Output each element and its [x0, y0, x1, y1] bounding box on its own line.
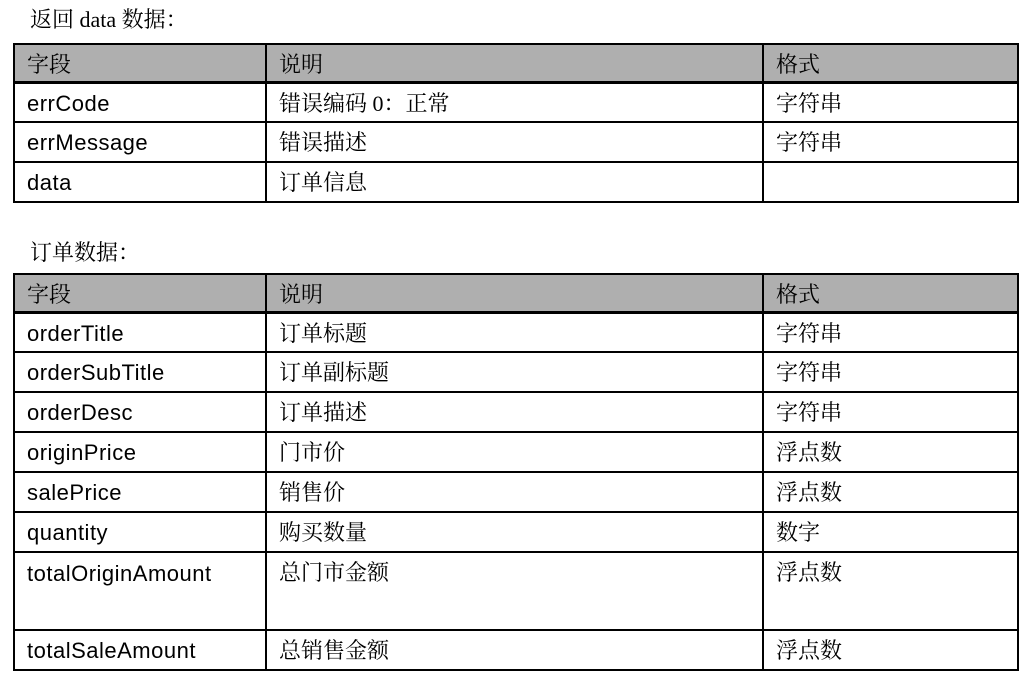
table-row: [14, 82, 1018, 122]
format-cell: 字符串: [763, 312, 1018, 352]
format-cell: 浮点数: [763, 630, 1018, 670]
format-cell: 浮点数: [763, 472, 1018, 512]
table-row: [14, 472, 1018, 512]
order-data-table: [13, 273, 1019, 671]
table-row: [14, 312, 1018, 352]
description-cell: 总门市金额: [266, 552, 763, 630]
description-cell: 订单标题: [266, 312, 763, 352]
header-cell-field: 字段: [14, 274, 266, 312]
description-cell: 订单信息: [266, 162, 763, 202]
format-cell: 字符串: [763, 392, 1018, 432]
field-cell: quantity: [14, 512, 266, 552]
header-cell-description: 说明: [266, 274, 763, 312]
table-row: [14, 512, 1018, 552]
format-cell: 字符串: [763, 82, 1018, 122]
field-cell: totalSaleAmount: [14, 630, 266, 670]
description-cell: 错误编码 0：正常: [266, 82, 763, 122]
description-cell: 错误描述: [266, 122, 763, 162]
description-cell: 销售价: [266, 472, 763, 512]
format-cell: 字符串: [763, 122, 1018, 162]
format-cell: 数字: [763, 512, 1018, 552]
header-cell-format: 格式: [763, 274, 1018, 312]
description-cell: 订单副标题: [266, 352, 763, 392]
field-cell: originPrice: [14, 432, 266, 472]
header-cell-description: 说明: [266, 44, 763, 82]
table-row: [14, 122, 1018, 162]
field-cell: errCode: [14, 82, 266, 122]
table-header-row: [14, 44, 1018, 82]
field-cell: [14, 552, 266, 630]
table-row: [14, 552, 1018, 630]
field-cell: data: [14, 162, 266, 202]
return-data-table: [13, 43, 1019, 203]
description-cell: 门市价: [266, 432, 763, 472]
format-cell: 浮点数: [763, 552, 1018, 630]
description-cell: 购买数量: [266, 512, 763, 552]
description-cell: 总销售金额: [266, 630, 763, 670]
field-cell: salePrice: [14, 472, 266, 512]
format-cell: 字符串: [763, 352, 1018, 392]
table-header-row: [14, 274, 1018, 312]
section1-title: 返回 data 数据：: [30, 7, 188, 32]
table-row: [14, 352, 1018, 392]
table-row: [14, 630, 1018, 670]
table-row: [14, 162, 1018, 202]
description-cell: 订单描述: [266, 392, 763, 432]
section2-title: 订单数据：: [30, 240, 141, 265]
format-cell: 浮点数: [763, 432, 1018, 472]
header-cell-field: 字段: [14, 44, 266, 82]
field-cell: orderSubTitle: [14, 352, 266, 392]
table-row: [14, 432, 1018, 472]
format-cell: [763, 162, 1018, 202]
field-cell: orderTitle: [14, 312, 266, 352]
field-cell: orderDesc: [14, 392, 266, 432]
table-row: [14, 392, 1018, 432]
header-cell-format: 格式: [763, 44, 1018, 82]
field-cell: errMessage: [14, 122, 266, 162]
field-wrapped-text: totalOriginAmount: [27, 561, 212, 586]
